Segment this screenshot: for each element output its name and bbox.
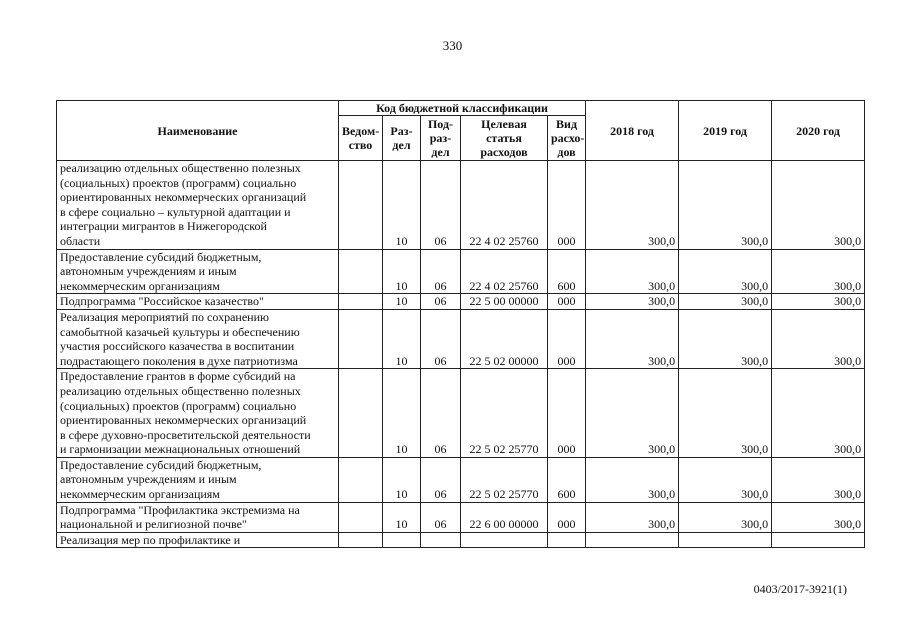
row-subsection	[421, 532, 461, 548]
header-department: Ведом- ство	[339, 116, 383, 161]
row-section: 10	[383, 294, 421, 310]
row-department	[339, 369, 383, 458]
row-value-2019: 300,0	[679, 457, 772, 502]
table-row	[57, 457, 865, 502]
row-subsection: 06	[421, 161, 461, 250]
header-budget-code-group: Код бюджетной классификации	[339, 101, 586, 116]
row-name: Подпрограмма "Профилактика экстремизма на национальной и религиозной почве"	[57, 502, 339, 532]
row-section: 10	[383, 457, 421, 502]
row-section: 10	[383, 161, 421, 250]
header-subsection: Под- раз- дел	[421, 116, 461, 161]
row-target-article: 22 5 00 00000	[461, 294, 548, 310]
row-subsection: 06	[421, 309, 461, 368]
row-value-2018: 300,0	[586, 309, 679, 368]
table-row	[57, 369, 865, 458]
table-row	[57, 161, 865, 250]
row-target-article: 22 4 02 25760	[461, 249, 548, 294]
row-section: 10	[383, 249, 421, 294]
row-name: Реализация мероприятий по сохранению самобытной казачьей культуры и обеспечению участия российского казачества в воспитании подрастающего поколения в духе патриотизма	[57, 309, 339, 368]
row-target-article	[461, 532, 548, 548]
document-code: 0403/2017-3921(1)	[753, 582, 847, 596]
row-target-article: 22 5 02 25770	[461, 369, 548, 458]
table-body	[57, 161, 865, 548]
row-section: 10	[383, 369, 421, 458]
row-subsection: 06	[421, 369, 461, 458]
table-row	[57, 309, 865, 368]
row-value-2020: 300,0	[772, 161, 865, 250]
row-expense-type: 600	[548, 249, 586, 294]
row-section: 10	[383, 309, 421, 368]
row-name: Реализация мер по профилактике и	[57, 532, 339, 548]
row-value-2020: 300,0	[772, 457, 865, 502]
row-value-2018: 300,0	[586, 161, 679, 250]
row-subsection: 06	[421, 502, 461, 532]
row-expense-type: 000	[548, 161, 586, 250]
row-value-2019: 300,0	[679, 502, 772, 532]
table-row	[57, 294, 865, 310]
row-expense-type	[548, 532, 586, 548]
row-value-2019	[679, 532, 772, 548]
row-value-2020	[772, 532, 865, 548]
row-target-article: 22 5 02 25770	[461, 457, 548, 502]
row-value-2018: 300,0	[586, 249, 679, 294]
header-2018: 2018 год	[586, 101, 679, 161]
row-value-2018: 300,0	[586, 369, 679, 458]
row-department	[339, 502, 383, 532]
row-section	[383, 532, 421, 548]
row-department	[339, 532, 383, 548]
table-row	[57, 502, 865, 532]
row-section: 10	[383, 502, 421, 532]
row-department	[339, 457, 383, 502]
row-value-2018: 300,0	[586, 294, 679, 310]
row-value-2020: 300,0	[772, 294, 865, 310]
header-2020: 2020 год	[772, 101, 865, 161]
row-value-2020: 300,0	[772, 249, 865, 294]
row-expense-type: 000	[548, 294, 586, 310]
table-row	[57, 532, 865, 548]
row-subsection: 06	[421, 457, 461, 502]
table-row	[57, 249, 865, 294]
row-expense-type: 000	[548, 309, 586, 368]
row-value-2020: 300,0	[772, 369, 865, 458]
header-2019: 2019 год	[679, 101, 772, 161]
row-value-2019: 300,0	[679, 309, 772, 368]
row-department	[339, 294, 383, 310]
header-expense-type: Вид расхо- дов	[548, 116, 586, 161]
row-target-article: 22 5 02 00000	[461, 309, 548, 368]
row-name: Предоставление субсидий бюджетным, автономным учреждениям и иным некоммерческим организациям	[57, 249, 339, 294]
row-department	[339, 309, 383, 368]
row-name: Предоставление субсидий бюджетным, автономным учреждениям и иным некоммерческим организациям	[57, 457, 339, 502]
row-value-2019: 300,0	[679, 294, 772, 310]
row-subsection: 06	[421, 249, 461, 294]
row-value-2019: 300,0	[679, 161, 772, 250]
row-value-2018: 300,0	[586, 457, 679, 502]
row-department	[339, 161, 383, 250]
row-value-2018	[586, 532, 679, 548]
row-value-2019: 300,0	[679, 369, 772, 458]
header-target-article: Целевая статья расходов	[461, 116, 548, 161]
row-expense-type: 600	[548, 457, 586, 502]
row-value-2018: 300,0	[586, 502, 679, 532]
row-target-article: 22 6 00 00000	[461, 502, 548, 532]
row-value-2020: 300,0	[772, 309, 865, 368]
header-section: Раз- дел	[383, 116, 421, 161]
row-target-article: 22 4 02 25760	[461, 161, 548, 250]
page-number: 330	[442, 38, 463, 53]
row-expense-type: 000	[548, 502, 586, 532]
header-name: Наименование	[57, 101, 339, 161]
budget-table	[56, 100, 865, 548]
row-name: Предоставление грантов в форме субсидий на реализацию отдельных общественно полезных (социальных) проектов (программ) социально ориентированных некоммерческих организаций в сфере духовно-просветительской деятельности и гармонизации межнациональных отношений	[57, 369, 339, 458]
row-name: Подпрограмма "Российское казачество"	[57, 294, 339, 310]
row-expense-type: 000	[548, 369, 586, 458]
row-value-2019: 300,0	[679, 249, 772, 294]
row-subsection: 06	[421, 294, 461, 310]
row-value-2020: 300,0	[772, 502, 865, 532]
row-name: реализацию отдельных общественно полезных (социальных) проектов (программ) социально ориентированных некоммерческих организаций в сфере социально – культурной адаптации и интеграции мигрантов в Нижегородской области	[57, 161, 339, 250]
row-department	[339, 249, 383, 294]
